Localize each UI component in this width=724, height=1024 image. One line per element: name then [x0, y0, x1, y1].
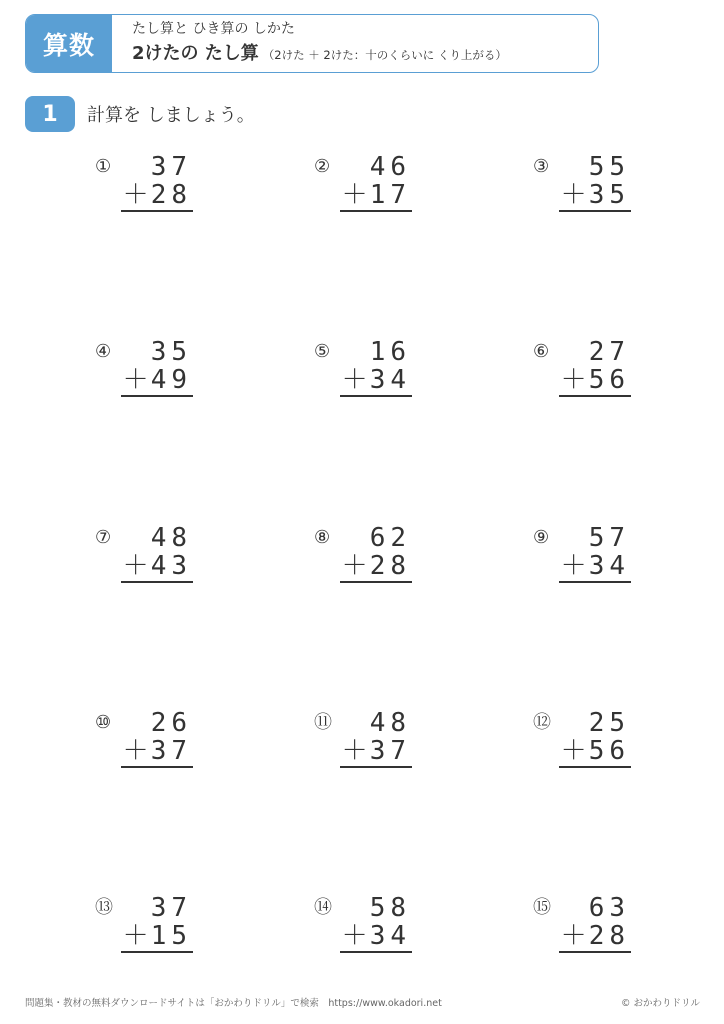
- top-operand: 62: [369, 523, 411, 553]
- answer-line: [340, 581, 412, 583]
- answer-line: [559, 951, 631, 953]
- bottom-operand-row: [123, 922, 192, 950]
- bottom-operand: 37: [369, 736, 411, 766]
- bottom-operand: 43: [150, 551, 192, 581]
- addition-problem: [95, 709, 225, 779]
- problem-number: ⑬: [95, 897, 113, 918]
- addition-problem: [533, 524, 663, 594]
- problem-number: ⑦: [95, 527, 112, 548]
- plus-sign: ＋: [341, 736, 370, 766]
- top-operand: 37: [150, 893, 192, 923]
- answer-line: [340, 395, 412, 397]
- problem-number: ⑧: [314, 527, 331, 548]
- plus-sign: ＋: [560, 736, 589, 766]
- problem-number: ⑨: [533, 527, 550, 548]
- plus-sign: ＋: [341, 180, 370, 210]
- unit-category: たし算と ひき算の しかた: [132, 21, 295, 37]
- addition-problem: [95, 894, 225, 964]
- addition-problem: [314, 153, 444, 223]
- bottom-operand: 28: [369, 551, 411, 581]
- top-operand: 48: [150, 523, 192, 553]
- bottom-operand: 17: [369, 180, 411, 210]
- problem-number: ⑩: [95, 712, 112, 733]
- answer-line: [559, 581, 631, 583]
- plus-sign: ＋: [122, 736, 151, 766]
- addition-problem: [95, 524, 225, 594]
- bottom-operand-row: [123, 366, 192, 394]
- answer-line: [340, 766, 412, 768]
- top-operand: 55: [588, 152, 630, 182]
- footer-site-notice: 問題集・教材の無料ダウンロードサイトは「おかわりドリル」で検索 https://www.okadori.net: [25, 998, 442, 1009]
- top-operand: 37: [150, 152, 192, 182]
- plus-sign: ＋: [122, 180, 151, 210]
- top-operand: 16: [369, 337, 411, 367]
- problem-number: ③: [533, 156, 550, 177]
- answer-line: [340, 210, 412, 212]
- plus-sign: ＋: [560, 551, 589, 581]
- top-operand: 35: [150, 337, 192, 367]
- bottom-operand-row: [561, 922, 630, 950]
- plus-sign: ＋: [560, 180, 589, 210]
- top-operand: 58: [369, 893, 411, 923]
- problem-number: ⑫: [533, 712, 551, 733]
- bottom-operand: 56: [588, 365, 630, 395]
- problem-number: ⑮: [533, 897, 551, 918]
- plus-sign: ＋: [560, 921, 589, 951]
- answer-line: [559, 210, 631, 212]
- bottom-operand: 28: [588, 921, 630, 951]
- problem-number: ⑤: [314, 341, 331, 362]
- bottom-operand: 35: [588, 180, 630, 210]
- worksheet-header: [25, 14, 599, 73]
- answer-line: [121, 581, 193, 583]
- problem-number: ⑪: [314, 712, 332, 733]
- addition-problem: [314, 709, 444, 779]
- problem-number: ④: [95, 341, 112, 362]
- problem-number: ①: [95, 156, 112, 177]
- answer-line: [121, 766, 193, 768]
- plus-sign: ＋: [341, 551, 370, 581]
- answer-line: [121, 210, 193, 212]
- bottom-operand: 34: [588, 551, 630, 581]
- plus-sign: ＋: [341, 365, 370, 395]
- bottom-operand: 56: [588, 736, 630, 766]
- addition-problem: [95, 153, 225, 223]
- plus-sign: ＋: [122, 365, 151, 395]
- addition-problem: [533, 894, 663, 964]
- section-number-badge: 1: [25, 96, 75, 132]
- bottom-operand-row: [342, 366, 411, 394]
- plus-sign: ＋: [122, 921, 151, 951]
- bottom-operand: 34: [369, 921, 411, 951]
- worksheet-title: 2けたの たし算: [132, 43, 259, 64]
- top-operand: 26: [150, 708, 192, 738]
- bottom-operand-row: [342, 737, 411, 765]
- header-text: [132, 20, 507, 67]
- bottom-operand-row: [561, 181, 630, 209]
- bottom-operand-row: [342, 922, 411, 950]
- answer-line: [121, 951, 193, 953]
- bottom-operand-row: [561, 366, 630, 394]
- bottom-operand: 28: [150, 180, 192, 210]
- bottom-operand-row: [123, 181, 192, 209]
- top-operand: 27: [588, 337, 630, 367]
- addition-problem: [533, 338, 663, 408]
- bottom-operand-row: [123, 552, 192, 580]
- bottom-operand-row: [561, 552, 630, 580]
- plus-sign: ＋: [341, 921, 370, 951]
- problem-number: ⑭: [314, 897, 332, 918]
- bottom-operand-row: [342, 181, 411, 209]
- bottom-operand: 34: [369, 365, 411, 395]
- bottom-operand-row: [342, 552, 411, 580]
- top-operand: 48: [369, 708, 411, 738]
- addition-problem: [95, 338, 225, 408]
- plus-sign: ＋: [122, 551, 151, 581]
- top-operand: 57: [588, 523, 630, 553]
- bottom-operand: 37: [150, 736, 192, 766]
- bottom-operand-row: [561, 737, 630, 765]
- worksheet-detail: （2けた ＋ 2けた：十のくらいに くり上がる）: [262, 48, 507, 62]
- addition-problem: [314, 338, 444, 408]
- top-operand: 46: [369, 152, 411, 182]
- section-heading: [25, 96, 255, 132]
- section-instruction: 計算を しましょう。: [87, 105, 255, 126]
- answer-line: [559, 766, 631, 768]
- bottom-operand: 15: [150, 921, 192, 951]
- footer-copyright: © おかわりドリル: [620, 998, 700, 1009]
- answer-line: [340, 951, 412, 953]
- bottom-operand: 49: [150, 365, 192, 395]
- addition-problem: [314, 524, 444, 594]
- problem-number: ⑥: [533, 341, 550, 362]
- top-operand: 25: [588, 708, 630, 738]
- bottom-operand-row: [123, 737, 192, 765]
- plus-sign: ＋: [560, 365, 589, 395]
- answer-line: [121, 395, 193, 397]
- answer-line: [559, 395, 631, 397]
- addition-problem: [533, 153, 663, 223]
- problem-number: ②: [314, 156, 331, 177]
- top-operand: 63: [588, 893, 630, 923]
- subject-label: 算数: [26, 15, 112, 72]
- addition-problem: [533, 709, 663, 779]
- header-title-line: [132, 42, 507, 67]
- addition-problem: [314, 894, 444, 964]
